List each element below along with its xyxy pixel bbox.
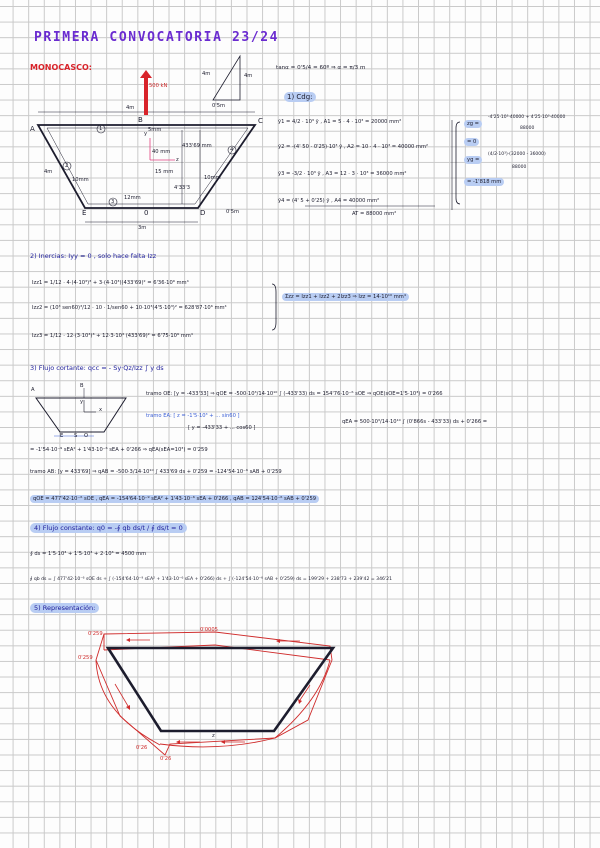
cdg-line-1: ȳ1 = 4/2 · 10³ ȳ , A1 = 5 · 4 · 10³ = 20000 mm² — [278, 119, 402, 125]
tramo-ea-3: qEA = 500·10³/14·10¹⁰ ∫ (0'866s - 433'33) ds + 0'266 = — [342, 419, 488, 425]
rep-heading: 5) Representación: — [30, 604, 99, 612]
zg-den: 88000 — [520, 126, 535, 131]
dim-y-off: 40 mm — [152, 149, 171, 155]
cdg-heading: 1) Cdg: — [284, 94, 316, 101]
flujo-summary: qOE = 477'42·10⁻⁶ sOE , qEA = -154'64·10⁻⁹ sEA² + 1'43·10⁻⁶ sEA + 0'266 , qAB = 124'54·10⁻⁶ sAB + 0'259 — [30, 497, 319, 502]
small-y: y — [80, 399, 84, 405]
yg-val: = -1'818 mm — [464, 180, 504, 185]
dim-t-right: 10mm — [204, 175, 221, 181]
axis-z: z — [176, 157, 179, 163]
tramo-ea-res: = -1'54·10⁻⁹ sEA² + 1'43·10⁻⁶ sEA + 0'266 ⇒ qEA(sEA=10³) = 0'259 — [30, 447, 208, 453]
izz-total: Σzz = Izz1 + Izz2 + 2Izz3 ⇒ Izz = 14·10¹⁰ mm⁴ — [282, 295, 409, 300]
rep-label-d: 0'26 — [136, 745, 148, 751]
izz-1: Izz1 = 1/12 · 4·(4·10³)³ + 3·(4·10³)(433'69)² = 6'36·10⁹ mm⁴ — [32, 280, 189, 286]
rep-label-b: 0'259 — [78, 655, 93, 661]
load-label: 500 kN — [149, 83, 168, 89]
tramo-ea-1: tramo EA: [ z = -1'5·10³ + ... sin60 ] — [146, 413, 240, 419]
rep-label-a: 0'259 — [88, 631, 103, 637]
tramo-oe: tramo OE: [y = -433'33] ⇒ qOE = -500·10³/14·10¹⁰ ∫ (-433'33) ds = 154'76·10⁻⁶ sOE ⇒ qOE(sOE=1'5·10³) = 0'266 — [146, 391, 443, 397]
small-o: O — [84, 433, 89, 439]
dim-t-bottom: 12mm — [124, 195, 141, 201]
alpha-eq: tanα = 0'5/4 = 60º ⇒ α = π/3 m — [276, 65, 366, 71]
const-line-1: ∮ ds = 1'5·10³ + 1'5·10³ + 2·10³ = 4500 mm — [30, 551, 147, 557]
axis-y: y — [144, 131, 148, 137]
rep-label-c: 0'0005 — [200, 627, 218, 633]
dim-tri-base: 0'5m — [212, 103, 226, 109]
small-e: E — [60, 433, 64, 439]
panel-2: 2 — [65, 163, 69, 169]
const-heading: 4) Flujo constante: q0 = -∮ qb ds/t / ∮ ds/t = 0 — [30, 524, 187, 532]
point-c: C — [258, 117, 263, 125]
dim-inner-h: 433'69 mm — [182, 143, 212, 149]
tramo-ea-2: [ y = -433'33 + ... cos60 ] — [188, 425, 256, 431]
rep-label-e: 0'26 — [160, 756, 172, 762]
dim-right-short: 0'5m — [226, 209, 240, 215]
dim-top: 4m — [126, 105, 135, 111]
dim-z-off: 15 mm — [155, 169, 174, 175]
dim-tri-h: 4m — [244, 73, 253, 79]
flujo-heading: 3) Flujo cortante: qcc = - Sy·Qz/Izz ∫ y ds — [30, 364, 164, 372]
point-a: A — [30, 125, 35, 133]
dim-t-side: 10mm — [72, 177, 89, 183]
small-a: A — [31, 387, 35, 393]
subtitle: MONOCASCO: — [30, 63, 92, 72]
panel-3: 3 — [111, 199, 115, 205]
cdg-line-2: ȳ2 = -(4' 50 · 0'25)·10³ ȳ , A2 = 10 · 4 · 10³ = 40000 mm² — [278, 144, 429, 150]
point-b: B — [138, 116, 143, 124]
cdg-line-3: ȳ3 = -3/2 · 10³ ȳ , A3 = 12 · 3 · 10³ = 36000 mm² — [278, 171, 407, 177]
const-line-2: ∮ qb ds = ∫ 477'42·10⁻⁶ sOE ds + ∫ (-154'64·10⁻⁹ sEA² + 1'43·10⁻⁶ sEA + 0'266) ds + ∫ (-124'54·10⁻⁶ sAB + 0'259) ds = 199'29 + 238'73 + 239'42 = 346'21 — [30, 577, 393, 582]
small-x: x — [99, 407, 103, 413]
inertias-heading: 2) Inercias: Iyy = 0 , solo hace falta Izz — [30, 252, 157, 260]
panel-1: 1 — [99, 126, 103, 132]
point-e: E — [82, 209, 87, 217]
yg-den: 88000 — [512, 165, 527, 170]
area-total: AT = 88000 mm² — [352, 211, 397, 217]
point-d: D — [200, 209, 206, 217]
izz-2: Izz2 = (10³ sen60)³/12 · 10 · 1/sen60 + 10·10³(4'5·10³)² = 628'87·10⁶ mm⁴ — [32, 305, 227, 311]
dim-tri-side: 4m — [202, 71, 211, 77]
yg-num: (4/2·10³)·(32000 - 36000) — [488, 152, 546, 157]
panel-4: 4 — [230, 147, 234, 153]
zg-val: = 0 — [464, 140, 479, 145]
rep-label-f: z — [212, 733, 215, 739]
zg-label: zg = — [464, 122, 482, 127]
tramo-ab: tramo AB: [y = 433'69] ⇒ qAB = -500·3/14·10¹⁰ ∫ 433'69 ds + 0'259 = -124'54·10⁻⁶ sAB + 0'259 — [30, 469, 282, 475]
dim-side: 4m — [44, 169, 53, 175]
dim-bottom: 3m — [138, 225, 147, 231]
izz-3: Izz3 = 1/12 · 12·(3·10³)³ + 12·3·10³ (433'69)² = 6'75·10⁹ mm⁴ — [32, 333, 193, 339]
small-b: B — [80, 383, 84, 389]
yg-label: yg = — [464, 158, 482, 163]
dim-t-top: 5mm — [148, 127, 162, 133]
zg-num: -4'25·10³·40000 + 4'25·10³·40000 — [488, 115, 566, 120]
dim-height: 4'33'3 — [174, 185, 191, 191]
page-title: PRIMERA CONVOCATORIA 23/24 — [34, 30, 280, 45]
point-o: 0 — [144, 209, 149, 217]
cdg-line-4: ȳ4 = (4' 5 + 0'25) ȳ , A4 = 40000 mm² — [278, 198, 380, 204]
small-s: S — [74, 433, 78, 439]
